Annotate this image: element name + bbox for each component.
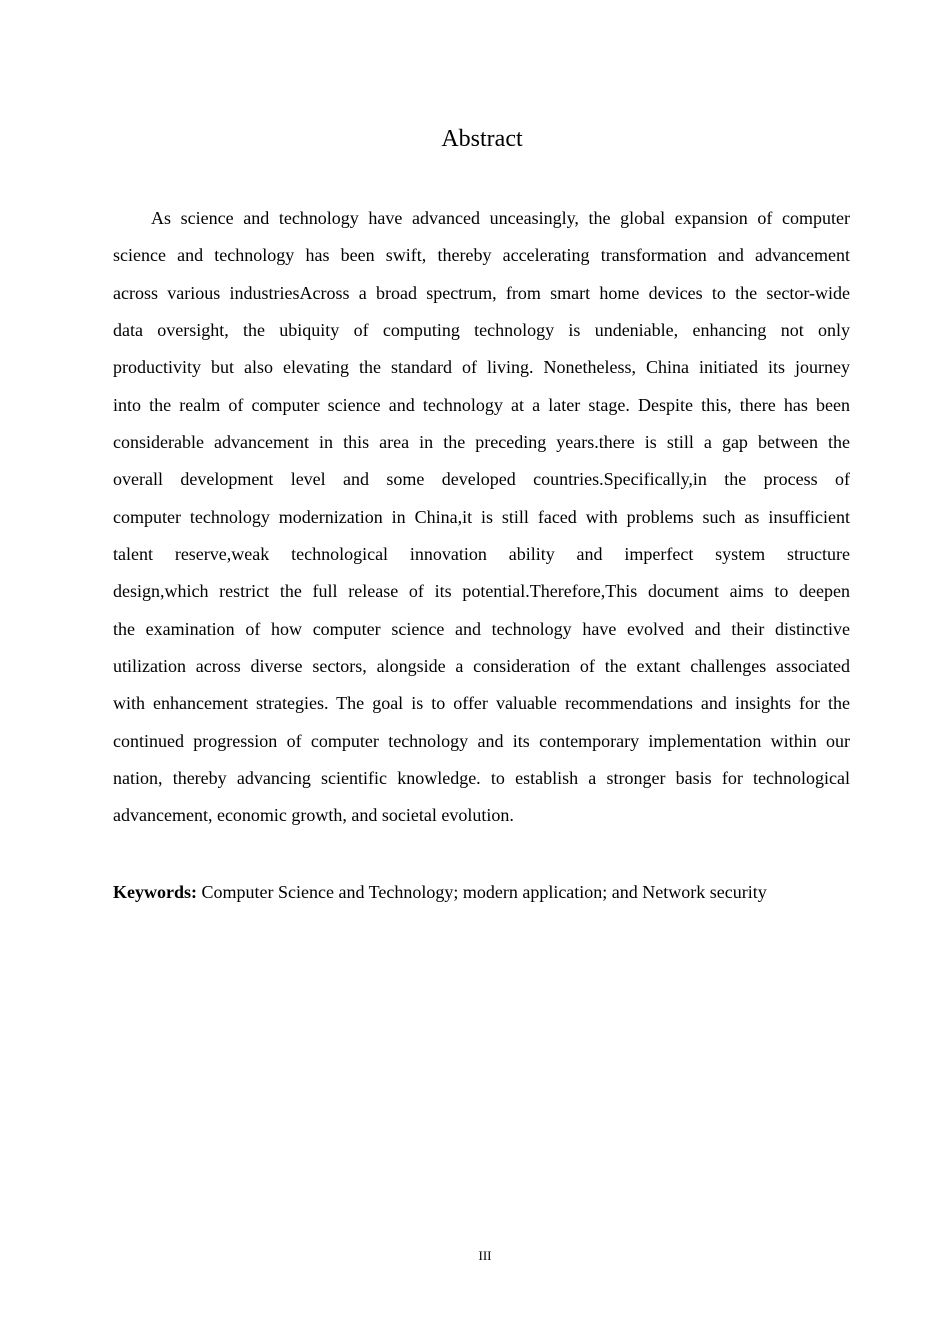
page-number: III	[478, 1248, 492, 1263]
abstract-line: nation, thereby advancing scientific knowledge. to establish a stronger basis for technological	[113, 767, 850, 788]
keywords-text: Computer Science and Technology; modern application; and Network security	[197, 882, 767, 902]
abstract-line: into the realm of computer science and technology at a later stage. Despite this, there has been	[113, 394, 850, 415]
abstract-line: advancement, economic growth, and societal evolution.	[113, 805, 514, 826]
abstract-line: As science and technology have advanced unceasingly, the global expansion of computer	[151, 208, 850, 228]
abstract-line: utilization across diverse sectors, alongside a consideration of the extant challenges associated	[113, 655, 850, 676]
abstract-line: productivity but also elevating the standard of living. Nonetheless, China initiated its journey	[113, 357, 850, 378]
abstract-line: across various industriesAcross a broad spectrum, from smart home devices to the sector-wide	[113, 282, 850, 303]
keywords	[113, 874, 767, 910]
abstract-line: overall development level and some developed countries.Specifically,in the process of	[113, 469, 850, 490]
abstract-line: continued progression of computer technology and its contemporary implementation within our	[113, 730, 850, 751]
abstract-line: science and technology has been swift, thereby accelerating transformation and advancement	[113, 245, 850, 266]
abstract-line: with enhancement strategies. The goal is to offer valuable recommendations and insights for the	[113, 693, 850, 714]
abstract-line: design,which restrict the full release of its potential.Therefore,This document aims to deepen	[113, 581, 850, 602]
keywords-label: Keywords:	[113, 882, 197, 902]
page-title: Abstract	[441, 126, 523, 152]
abstract-line: considerable advancement in this area in the preceding years.there is still a gap between the	[113, 431, 850, 452]
abstract-line: computer technology modernization in China,it is still faced with problems such as insufficient	[113, 506, 850, 527]
abstract-line: data oversight, the ubiquity of computing technology is undeniable, enhancing not only	[113, 319, 850, 340]
abstract-line: the examination of how computer science and technology have evolved and their distinctive	[113, 618, 850, 639]
abstract-body	[113, 200, 850, 835]
abstract-line: talent reserve,weak technological innovation ability and imperfect system structure	[113, 543, 850, 564]
